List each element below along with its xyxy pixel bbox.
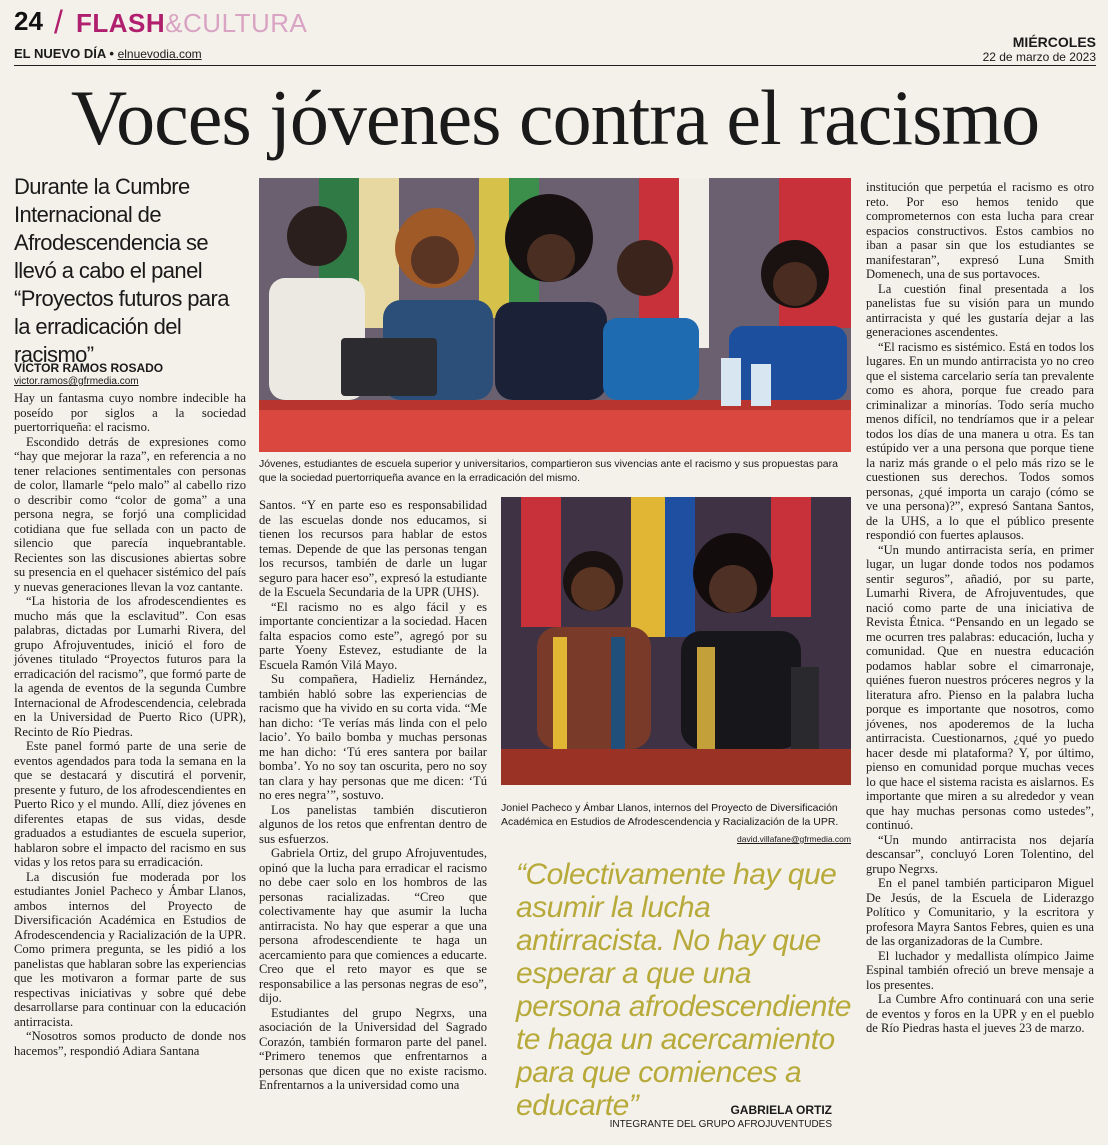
date: 22 de marzo de 2023 bbox=[982, 50, 1096, 64]
body-column-2 bbox=[259, 498, 487, 1093]
moderators-photo bbox=[501, 497, 851, 785]
paragraph: Los panelistas también discutieron algunos de los retos que enfrentan dentro de sus esfuerzos. bbox=[259, 802, 487, 846]
section-cultura: &CULTURA bbox=[165, 8, 308, 38]
paragraph: Santos. “Y en parte eso es responsabilidad de las escuelas donde nos educamos, si tienen los recursos para hablar de estos temas. Depende de que las personas tengan los recursos, también de darle un lugar seguro para hacer eso”, expresó la estudiante de la Escuela Secundaria de la UPR (UHS). bbox=[259, 498, 487, 599]
byline: VÍCTOR RAMOS ROSADO bbox=[14, 361, 164, 375]
paragraph: La cuestión final presentada a los panelistas fue su visión para un mundo antirracista y qué les gustaría dejar a las generaciones ascendentes. bbox=[866, 281, 1094, 339]
paragraph: Escondido detrás de expresiones como “hay que mejorar la raza”, en referencia a no tener relaciones sentimentales con personas de color, llamarle “pelo malo” al cabello rizo o describir como “color de goma” a una persona negra, se forjó una complicidad cotidiana que fue sellada con un pacto de silencio que parecía inquebrantable. Recientes son las discusiones abiertas sobre su presencia en el quehacer sistémico del país y nuevas generaciones llevan la voz cantante. bbox=[14, 434, 246, 594]
paragraph: Estudiantes del grupo Negrxs, una asociación de la Universidad del Sagrado Corazón, también formaron parte del panel. “Primero tenemos que enfrentarnos a personas que dicen que no existe racismo. Enfrentarnos a la universidad como una bbox=[259, 1005, 487, 1092]
pull-quote: “Colectivamente hay que asumir la lucha antirracista. No hay que esperar a que una persona afrodescendiente te haga un acercamiento para que comiences a educarte” bbox=[516, 858, 851, 1122]
photo-caption: Jóvenes, estudiantes de escuela superior y universitarios, compartieron sus vivencias ante el racismo y sus propuestas para que la sociedad puertorriqueña avance en la erradicación del mismo. bbox=[259, 458, 838, 484]
paper-title: EL NUEVO DÍA bbox=[14, 46, 106, 61]
panel-photo-image bbox=[259, 178, 851, 452]
panel-photo bbox=[259, 178, 851, 452]
section-name bbox=[76, 8, 307, 39]
section-flash: FLASH bbox=[76, 8, 166, 38]
quote-author: GABRIELA ORTIZ bbox=[730, 1103, 832, 1117]
paragraph: “El racismo es sistémico. Está en todos los lugares. En un mundo antirracista yo no creo que el sistema carcelario sería tan prevalente como es ahora, porque fue creado para criminalizar a minorías. Todo sería mucho menos difícil, no tendríamos que ir a pelear todos los días de una manera u otra. Es tan estúpido ver a una persona que porque tiene la nariz más grande o el pelo más rizo se le cuestionen sus derechos. Todos somos personas, ¿qué importa un carajo (cómo se ve una persona)?”, expresó Santana Santos, de la UHS, a lo que el público presente respondió con fuertes aplausos. bbox=[866, 339, 1094, 542]
day-name: MIÉRCOLES bbox=[1012, 34, 1096, 50]
deck: Durante la Cumbre Internacional de Afrodescendencia se llevó a cabo el panel “Proyectos futuros para la erradicación del racismo” bbox=[14, 174, 229, 367]
paragraph: Hay un fantasma cuyo nombre indecible ha poseído por siglos a la sociedad puertorriqueña: el racismo. bbox=[14, 391, 246, 434]
paragraph: La Cumbre Afro continuará con una serie de eventos y foros en la UPR y en el pueblo de Río Piedras hasta el jueves 23 de marzo. bbox=[866, 992, 1094, 1035]
paragraph: Su compañera, Hadieliz Hernández, también habló sobre las experiencias de racismo que ha vivido en su corta vida. “Me han dicho: ‘Te verías más linda con el pelo lacio’. Yo bailo bomba y muchas personas me han dicho: ‘Tú eres santera por bailar bomba’. Yo no soy tan oscurita, pero no soy tan clara y hay personas que me dicen: ‘Tú no eres negra’”, sostuvo. bbox=[259, 672, 487, 802]
moderators-photo-image bbox=[501, 497, 851, 785]
body-column-1 bbox=[14, 391, 246, 1058]
paragraph: En el panel también participaron Miguel De Jesús, de la Escuela de Liderazgo Político y Comunitario, y la escritora y profesora Mayra Santos Febres, quien es una de las organizadoras de la Cumbre. bbox=[866, 876, 1094, 948]
byline-email[interactable]: victor.ramos@gfrmedia.com bbox=[14, 376, 139, 387]
slash-divider: / bbox=[54, 4, 63, 40]
header-rule bbox=[14, 65, 1096, 66]
paper-name bbox=[14, 46, 202, 61]
paragraph: “Un mundo antirracista sería, en primer lugar, un lugar donde todos nos podamos sentir seguros”, añadió, por su parte, Lumarhi Rivera, de Afrojuventudes, que nació como parte de una iniciativa de Revista Étnica. “Pensando en un legado se me ocurren tres palabras: educación, lucha y comunidad. Que en nuestra educación podamos hablar sobre el cimarronaje, quiénes fueron nuestros próceres negros y la literatura afro. Pienso en la palabra lucha porque es importante que nosotros, como jóvenes, nos apoderemos de la lucha antirracista. Cuestionarnos, ¿qué yo puedo hacer desde mi plataforma? Y, por último, pienso en comunidad porque muchas veces lo que hace el sistema racista es aislarnos. Es importante que miren a su alrededor y vean que hay muchas personas como ustedes”, continuó. bbox=[866, 542, 1094, 832]
headline: Voces jóvenes contra el racismo bbox=[70, 74, 1040, 161]
paragraph: Este panel formó parte de una serie de eventos agendados para toda la semana en la que se destacará y discutirá el porvenir, presente y futuro, de los afrodescendientes en Puerto Rico y el mundo. Allí, diez jóvenes en diferentes etapas de sus vidas, desde graduados a estudiantes de escuela superior, hablaron sobre el impacto del racismo en sus vidas y los retos para su erradicación. bbox=[14, 739, 246, 869]
quote-author-role: INTEGRANTE DEL GRUPO AFROJUVENTUDES bbox=[609, 1119, 832, 1130]
paragraph: institución que perpetúa el racismo es otro reto. Por eso hemos tenido que comprometernos con esta lucha para crear espacios constructivos. Estos cambios no iban a pasar sin que los estudiantes se manifestaran”, expresó Luna Smith Domenech, una de sus portavoces. bbox=[866, 180, 1094, 281]
paragraph: “La historia de los afrodescendientes es mucho más que la esclavitud”. Con esas palabras, dictadas por Lumarhi Rivera, del grupo Afrojuventudes, inició el foro de jóvenes titulado “Proyectos futuros para la erradicación del racismo”, que formó parte de la agenda de eventos de la segunda Cumbre Internacional de Afrodescendencia, celebrada en la Universidad de Puerto Rico (UPR), Recinto de Río Piedras. bbox=[14, 594, 246, 739]
paragraph: “El racismo no es algo fácil y es importante concientizar a la sociedad. Hacen falta espacios como este”, agregó por su parte Yoeny Estevez, estudiante de la Escuela Ramón Vilá Mayo. bbox=[259, 599, 487, 672]
page-header bbox=[14, 6, 1096, 64]
body-column-3 bbox=[866, 180, 1094, 1036]
paragraph: “Un mundo antirracista nos dejaría descansar”, concluyó Loren Tolentino, del grupo Negrxs. bbox=[866, 832, 1094, 876]
paragraph: “Nosotros somos producto de donde nos hacemos”, respondió Adiara Santana bbox=[14, 1029, 246, 1058]
paragraph: La discusión fue moderada por los estudiantes Joniel Pacheco y Ámbar Llanos, ambos internos del Proyecto de Diversificación Académica en Estudios de Afrodescendencia y Racialización de la UPR. Como primera pregunta, se les pidió a los panelistas que hablaran sobre las experiencias que les motivaron a formar parte de sus respectivas iniciativas y sobre qué debe desarrollarse para continuar con la educación antirracista. bbox=[14, 869, 246, 1029]
paragraph: Gabriela Ortiz, del grupo Afrojuventudes, opinó que la lucha para erradicar el racismo no debe caer solo en los hombros de las personas racializadas. “Creo que colectivamente hay que asumir la lucha antirracista. No hay que esperar a que una persona afrodescendiente te haga un acercamiento para que comiences a educarte. Creo que el reto mayor es que se responsabilice a las personas negras de eso”, dijo. bbox=[259, 846, 487, 1005]
bullet: • bbox=[109, 46, 114, 61]
photo-caption: Joniel Pacheco y Ámbar Llanos, internos del Proyecto de Diversificación Académica en Estudios de Afrodescendencia y Racialización de la UPR. bbox=[501, 802, 839, 828]
paragraph: El luchador y medallista olímpico Jaime Espinal también ofreció un breve mensaje a los presentes. bbox=[866, 948, 1094, 992]
page-number: 24 bbox=[14, 6, 43, 36]
paper-url[interactable]: elnuevodia.com bbox=[117, 47, 202, 61]
photo-credit[interactable]: david.villafane@gfrmedia.com bbox=[737, 834, 851, 844]
